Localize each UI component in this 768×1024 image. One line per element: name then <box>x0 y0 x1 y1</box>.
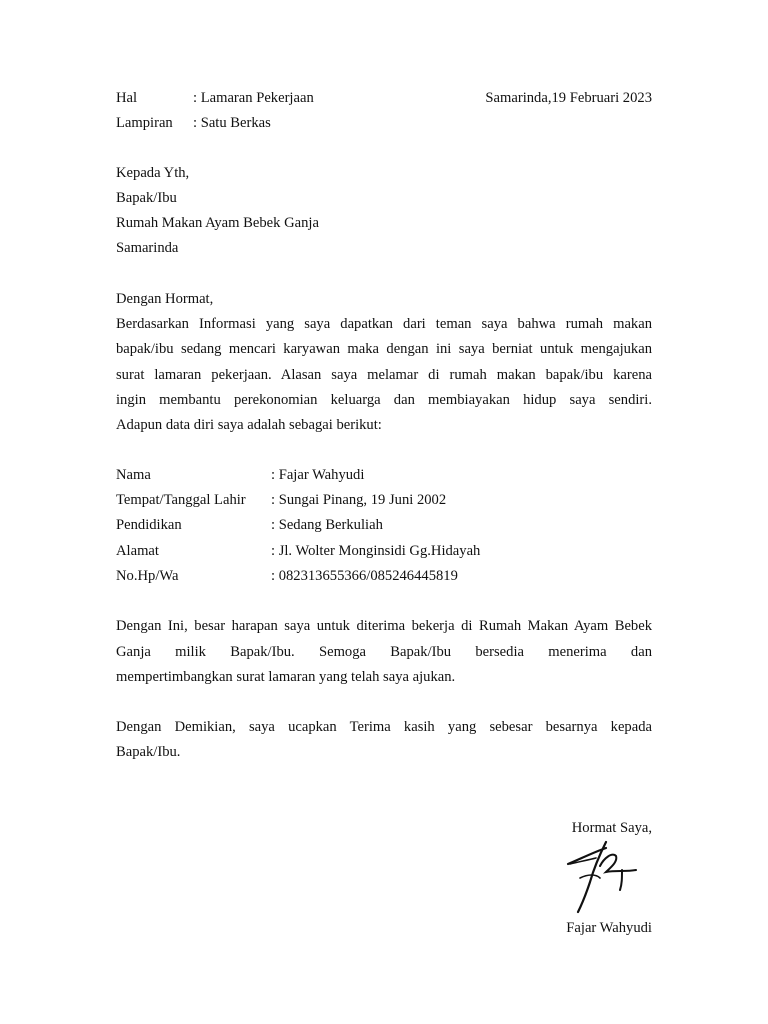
lampiran-label: Lampiran <box>116 115 173 131</box>
para2-line: mempertimbangkan surat lamaran yang telah saya ajukan. <box>116 669 456 685</box>
closing-salutation: Hormat Saya, <box>571 820 652 836</box>
para3-line: Bapak/Ibu. <box>116 744 181 760</box>
lampiran-value: : Satu Berkas <box>193 115 271 131</box>
recipient-line-2: Bapak/Ibu <box>116 190 177 206</box>
detail-label: Alamat <box>116 543 159 559</box>
detail-value: : Fajar Wahyudi <box>271 467 365 483</box>
signature-icon <box>560 838 650 918</box>
signer-name: Fajar Wahyudi <box>566 920 652 936</box>
detail-value: : 082313655366/085246445819 <box>271 568 458 584</box>
detail-label: Tempat/Tanggal Lahir <box>116 492 246 508</box>
para1-line: bapak/ibu sedang mencari karyawan maka dengan ini saya berniat untuk mengajukan <box>116 341 652 357</box>
para1-line: ingin membantu perekonomian keluarga dan membiayakan hidup saya sendiri. <box>116 392 652 408</box>
detail-label: No.Hp/Wa <box>116 568 179 584</box>
detail-label: Nama <box>116 467 151 483</box>
detail-value: : Sungai Pinang, 19 Juni 2002 <box>271 492 447 508</box>
greeting: Dengan Hormat, <box>116 291 214 307</box>
para2-line: Dengan Ini, besar harapan saya untuk diterima bekerja di Rumah Makan Ayam Bebek <box>116 618 652 634</box>
para1-line: Adapun data diri saya adalah sebagai berikut: <box>116 417 382 433</box>
recipient-line-4: Samarinda <box>116 240 179 256</box>
para1-line: surat lamaran pekerjaan. Alasan saya melamar di rumah makan bapak/ibu karena <box>116 367 652 383</box>
recipient-line-3: Rumah Makan Ayam Bebek Ganja <box>116 215 319 231</box>
detail-value: : Sedang Berkuliah <box>271 517 383 533</box>
para2-line: Ganja milik Bapak/Ibu. Semoga Bapak/Ibu bersedia menerima dan <box>116 644 652 660</box>
recipient-line-1: Kepada Yth, <box>116 165 190 181</box>
hal-label: Hal <box>116 90 138 106</box>
detail-label: Pendidikan <box>116 517 182 533</box>
hal-value: : Lamaran Pekerjaan <box>193 90 314 106</box>
para1-line: Berdasarkan Informasi yang saya dapatkan dari teman saya bahwa rumah makan <box>116 316 652 332</box>
para3-line: Dengan Demikian, saya ucapkan Terima kasih yang sebesar besarnya kepada <box>116 719 652 735</box>
detail-value: : Jl. Wolter Monginsidi Gg.Hidayah <box>271 543 481 559</box>
place-date: Samarinda,19 Februari 2023 <box>485 90 652 106</box>
